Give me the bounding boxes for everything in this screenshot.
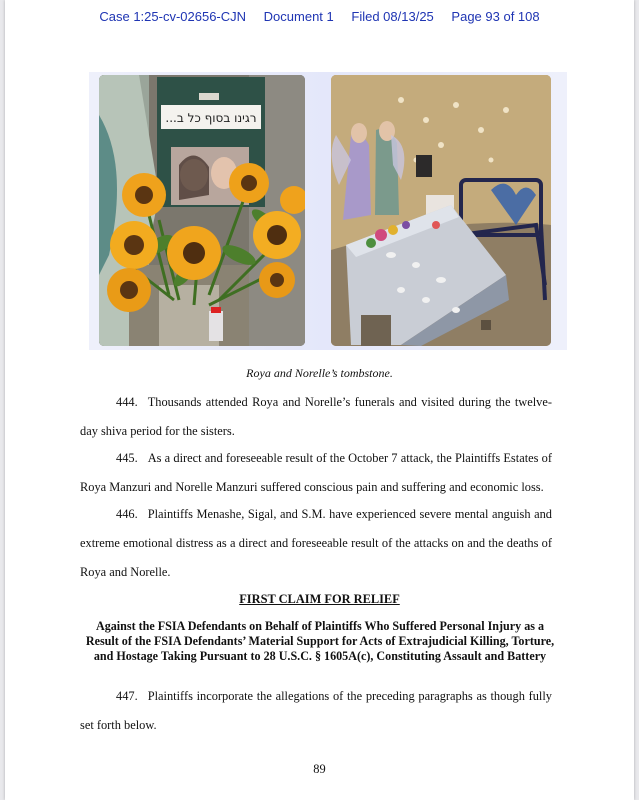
paragraph-number: 446. [116,507,138,521]
paragraph-446 [80,500,552,587]
document-page [5,0,634,800]
document-number: Document 1 [263,9,334,24]
paragraph-447 [80,682,552,740]
memorial-sunflowers-photo [99,75,305,346]
paragraph-text: As a direct and foreseeable result of the October 7 attack, the Plaintiffs Estates of Roya Manzuri and Norelle Manzuri suffered conscious pain and suffering and economic loss. [80,451,552,494]
paragraph-number: 447. [116,689,138,703]
claim-heading: FIRST CLAIM FOR RELIEF [239,592,400,606]
claim-subheading: Against the FSIA Defendants on Behalf of Plaintiffs Who Suffered Personal Injury as a Result of the FSIA Defendants’ Material Support for Acts of Extrajudicial Killing, Torture, and Hostage Taking Pursuant to 28 U.S.C. § 1605A(c), Constituting Assault and Battery [85,619,555,663]
paragraph-text: Plaintiffs incorporate the allegations of the preceding paragraphs as though fully set forth below. [80,689,552,732]
page-indicator: Page 93 of 108 [451,9,540,24]
case-number: Case 1:25-cv-02656-CJN [99,9,247,24]
memorial-sign-text: ...רגינו בסוף כל ב [165,111,257,125]
page-number: 89 [313,762,326,776]
paragraph-number: 445. [116,451,138,465]
case-header [5,9,634,24]
paragraph-444 [80,388,552,446]
filed-date: Filed 08/13/25 [351,9,434,24]
figure-caption: Roya and Norelle’s tombstone. [246,366,393,380]
paragraph-number: 444. [116,395,138,409]
tombstone-photo [331,75,551,346]
paragraph-text: Plaintiffs Menashe, Sigal, and S.M. have experienced severe mental anguish and extreme emotional distress as a direct and foreseeable result of the attacks on and the deaths of Roya and Norelle. [80,507,552,579]
paragraph-text: Thousands attended Roya and Norelle’s funerals and visited during the twelve-day shiva period for the sisters. [80,395,552,438]
paragraph-445 [80,444,552,502]
